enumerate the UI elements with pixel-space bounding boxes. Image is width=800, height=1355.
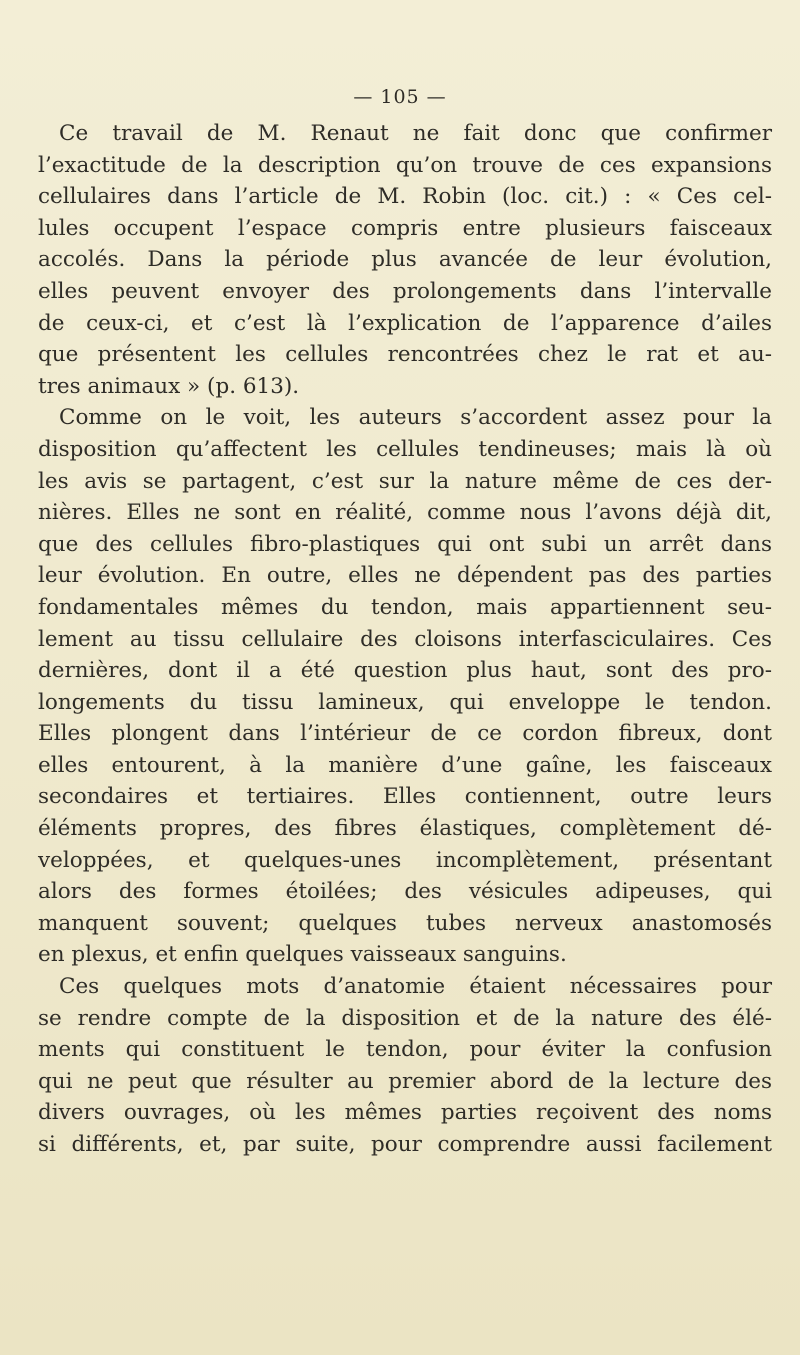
text-line: disposition qu’affectent les cellules tendineuses; mais là où (38, 436, 772, 462)
text-line: les avis se partagent, c’est sur la nature même de ces der- (38, 468, 772, 494)
body-text (38, 118, 772, 1161)
text-line: ments qui constituent le tendon, pour éviter la confusion (38, 1037, 772, 1063)
text-line: nières. Elles ne sont en réalité, comme nous l’avons déjà dit, (38, 500, 772, 526)
text-line: lement au tissu cellulaire des cloisons interfasciculaires. Ces (38, 626, 772, 652)
text-line: qui ne peut que résulter au premier abord de la lecture des (38, 1068, 772, 1094)
text-line: se rendre compte de la disposition et de la nature des élé- (38, 1005, 772, 1031)
text-line: Ces quelques mots d’anatomie étaient nécessaires pour (59, 974, 772, 1000)
text-line: Elles plongent dans l’intérieur de ce cordon fibreux, dont (38, 721, 772, 747)
text-line: fondamentales mêmes du tendon, mais appartiennent seu- (38, 594, 772, 620)
text-line: alors des formes étoilées; des vésicules adipeuses, qui (38, 879, 772, 905)
text-line: si différents, et, par suite, pour comprendre aussi facilement (38, 1132, 772, 1157)
text-line: cellulaires dans l’article de M. Robin (loc. cit.) : « Ces cel- (38, 184, 772, 210)
text-line: éléments propres, des fibres élastiques, complètement dé- (38, 816, 772, 842)
text-line: Comme on le voit, les auteurs s’accordent assez pour la (59, 405, 772, 431)
text-line: secondaires et tertiaires. Elles contiennent, outre leurs (38, 784, 772, 810)
text-line: divers ouvrages, où les mêmes parties reçoivent des noms (38, 1100, 772, 1126)
text-line: veloppées, et quelques-unes incomplètement, présentant (38, 847, 772, 873)
text-line: lules occupent l’espace compris entre plusieurs faisceaux (38, 215, 772, 241)
text-line: Ce travail de M. Renaut ne fait donc que confirmer (59, 121, 772, 146)
text-line: leur évolution. En outre, elles ne dépendent pas des parties (38, 563, 772, 589)
text-line: accolés. Dans la période plus avancée de leur évolution, (38, 247, 772, 273)
text-line: elles entourent, à la manière d’une gaîne, les faisceaux (38, 752, 772, 778)
text-line: longements du tissu lamineux, qui enveloppe le tendon. (38, 689, 772, 715)
text-line: que des cellules fibro-plastiques qui ont subi un arrêt dans (38, 531, 772, 557)
text-line: dernières, dont il a été question plus haut, sont des pro- (38, 658, 772, 684)
text-line: manquent souvent; quelques tubes nerveux anastomosés (38, 910, 772, 936)
text-line: l’exactitude de la description qu’on trouve de ces expansions (38, 152, 772, 178)
page-number: — 105 — (353, 86, 447, 108)
text-line: de ceux-ci, et c’est là l’explication de l’apparence d’ailes (38, 310, 772, 336)
text-line: elles peuvent envoyer des prolongements dans l’intervalle (38, 278, 772, 304)
text-line: en plexus, et enfin quelques vaisseaux sanguins. (38, 942, 567, 968)
text-line: tres animaux » (p. 613). (38, 373, 300, 399)
text-line: que présentent les cellules rencontrées chez le rat et au- (38, 342, 772, 368)
